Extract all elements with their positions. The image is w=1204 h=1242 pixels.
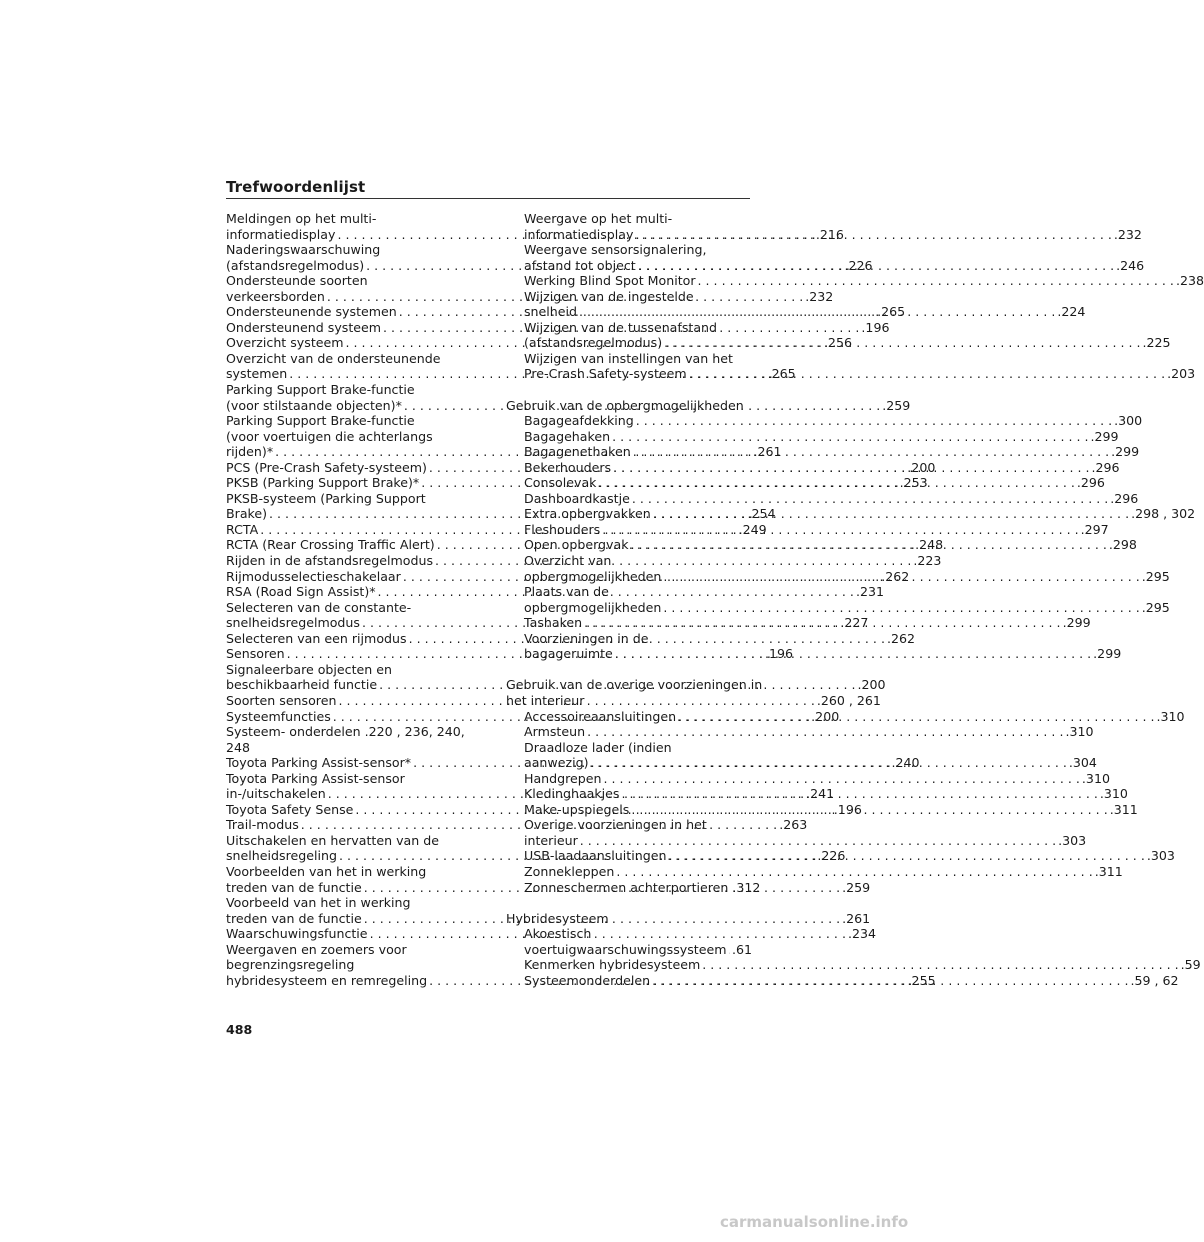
index-entry: Draadloze lader (indien xyxy=(524,739,672,755)
index-entry-page: .311 xyxy=(1109,801,1138,817)
index-entry-page: .304 xyxy=(1068,755,1097,771)
index-entry-text: Fleshouders xyxy=(524,521,601,537)
index-entry-page: .234 xyxy=(847,926,876,942)
index-entry-text: Pre-Crash Safety-systeem xyxy=(524,366,687,382)
index-entry-page: .232 xyxy=(1113,226,1142,242)
index-entry-text: Soorten sensoren xyxy=(226,692,337,708)
index-entry-page: .262 xyxy=(886,630,915,646)
dot-leader xyxy=(653,506,1129,522)
index-entry-text: informatiedisplay xyxy=(524,226,634,242)
index-entry-text: bagageruimte xyxy=(524,646,613,662)
header-divider xyxy=(226,198,750,199)
index-entry-page: .253 xyxy=(899,475,928,491)
index-entry-text: RCTA xyxy=(226,521,259,537)
index-entry: Uitschakelen en hervatten van de xyxy=(226,832,439,848)
index-entry-page: .310 xyxy=(1156,708,1185,724)
index-entry: Weergave op het multi- xyxy=(524,211,673,226)
index-entry-text: Make-upspiegels xyxy=(524,801,630,817)
index-entry: Plaats van de xyxy=(524,584,609,600)
index-entry-text: Systeemfuncties xyxy=(226,708,331,724)
index-entry-page: .224 xyxy=(1057,304,1086,320)
index-entry-page: .262 xyxy=(881,568,910,584)
index-entry-text: Overzicht systeem xyxy=(226,335,344,351)
index-entry-page: .300 xyxy=(1114,413,1143,429)
dot-leader xyxy=(602,522,1078,538)
index-entry: Voorbeeld van het in werking xyxy=(226,895,411,911)
index-entry: Toyota Parking Assist-sensor xyxy=(226,770,405,786)
index-entry: Weergaven en zoemers voor xyxy=(226,941,407,957)
dot-leader xyxy=(579,304,1055,320)
index-entry: begrenzingsregeling xyxy=(226,957,355,973)
index-entry-text: Tashaken xyxy=(524,615,583,631)
index-entry-page: .227 xyxy=(840,615,869,631)
dot-leader xyxy=(638,258,1114,274)
index-entry-text: PKSB (Parking Support Brake)* xyxy=(226,475,420,491)
index-entry-text: Selecteren van een rijmodus xyxy=(226,630,407,646)
index-entry: Selecteren van de constante- xyxy=(226,599,412,615)
index-entry-page: .296 xyxy=(1091,459,1120,475)
index-entry xyxy=(506,428,1119,445)
index-entry: Parking Support Brake-functie xyxy=(226,413,415,429)
index-entry-text: Open opbergvak xyxy=(524,537,629,553)
index-entry: (voor voertuigen die achterlangs xyxy=(226,428,433,444)
index-entry-text: RCTA (Rear Crossing Traffic Alert) xyxy=(226,537,435,553)
index-entry-page: .299 xyxy=(1111,444,1140,460)
index-entry-page: .61 xyxy=(731,941,752,957)
index-entry-page: .225 xyxy=(1142,335,1171,351)
dot-leader xyxy=(584,615,1060,631)
dot-leader xyxy=(615,646,1091,662)
index-entry-page: .59 , 62 xyxy=(1130,972,1179,988)
index-entry-text: Brake) xyxy=(226,506,268,522)
index-entry-page: .203 xyxy=(1167,366,1196,382)
index-entry-page: .196 xyxy=(765,646,794,662)
index-entry-text: voertuigwaarschuwingssysteem xyxy=(524,941,727,957)
page-title: Trefwoordenlijst xyxy=(226,178,366,196)
dot-leader xyxy=(635,227,1111,243)
index-entry-page: .254 xyxy=(747,506,776,522)
dot-leader xyxy=(636,413,1112,429)
index-entry-page: .200 xyxy=(857,677,886,693)
index-entry-page: .248 xyxy=(915,537,944,553)
index-entry-text: opbergmogelijkheden xyxy=(524,599,662,615)
index-entry: Hybridesysteem xyxy=(506,910,609,926)
index-entry-page: .299 xyxy=(1093,646,1122,662)
index-entry: het interieur xyxy=(506,692,585,708)
dot-leader xyxy=(668,848,1144,864)
dot-leader xyxy=(616,864,1092,880)
index-entry: Weergave sensorsignalering, xyxy=(524,242,707,258)
index-entry: Wijzigen van de ingestelde xyxy=(524,288,694,304)
dot-leader xyxy=(728,942,729,958)
index-entry-page: .310 xyxy=(1065,724,1094,740)
dot-leader xyxy=(652,973,1128,989)
index-entry-page: .196 xyxy=(833,801,862,817)
index-entry-page: .196 xyxy=(861,319,890,335)
index-entry-text: USB-laadaansluitingen xyxy=(524,848,667,864)
index-entry-text: in-/uitschakelen xyxy=(226,786,326,802)
index-entry-page: .299 xyxy=(1062,615,1091,631)
index-entry-text: Systeemonderdelen xyxy=(524,972,651,988)
dot-leader xyxy=(678,709,1154,725)
index-entry-text: snelheidsregeling xyxy=(226,848,337,864)
index-entry-text: Bagageafdekking xyxy=(524,413,634,429)
index-entry-page: .261 xyxy=(842,910,871,926)
index-entry xyxy=(506,879,761,896)
index-entry-page: .296 xyxy=(1076,475,1105,491)
index-entry-page: .200 xyxy=(907,459,936,475)
index-entry xyxy=(506,413,1143,429)
index-entry-page: .260 , 261 xyxy=(816,692,881,708)
index-entry-page: .255 xyxy=(907,972,936,988)
index-entry-text: Bagagenethaken xyxy=(524,444,631,460)
index-entry xyxy=(506,724,1094,740)
index-entry-text: Zonneschermen achterportieren xyxy=(524,879,729,895)
watermark: carmanualsonline.info xyxy=(720,1213,909,1231)
index-entry: Voorzieningen in de xyxy=(524,630,649,646)
index-entry-text: snelheidsregelmodus xyxy=(226,615,360,631)
index-entry-page: .259 xyxy=(882,397,911,413)
index-entry-page: .232 xyxy=(805,288,834,304)
index-entry-page: .296 xyxy=(1110,490,1139,506)
section-gap xyxy=(506,382,752,398)
index-entry xyxy=(506,490,1139,507)
dot-leader xyxy=(604,771,1080,787)
index-entry-page: .226 xyxy=(844,257,873,273)
index-entry-text: Ondersteunend systeem xyxy=(226,319,382,335)
dot-leader xyxy=(632,491,1108,507)
dot-leader xyxy=(663,569,1139,585)
index-entry xyxy=(506,957,1201,973)
index-entry: Overige voorzieningen in het xyxy=(524,817,707,833)
index-entry-page: .303 xyxy=(1146,848,1175,864)
index-entry-page: .297 xyxy=(1080,521,1109,537)
index-entry-text: Waarschuwingsfunctie xyxy=(226,926,368,942)
index-entry-text: Rijden in de afstandsregelmodus xyxy=(226,553,434,569)
index-entry: Ondersteunde soorten xyxy=(226,273,368,289)
index-entry-text: aanwezig) xyxy=(524,755,589,771)
dot-leader xyxy=(622,786,1098,802)
index-entry-page: .312 xyxy=(732,879,761,895)
index-entry-page: .240 xyxy=(891,755,920,771)
index-entry-text: Kledinghaakjes xyxy=(524,786,620,802)
index-entry: Signaleerbare objecten en xyxy=(226,661,392,677)
index-entry-page: .256 xyxy=(823,335,852,351)
dot-leader xyxy=(663,600,1139,616)
dot-leader xyxy=(689,366,1165,382)
index-entry-page: .311 xyxy=(1094,863,1123,879)
index-entry-text: Bekerhouders xyxy=(524,459,612,475)
dot-leader xyxy=(580,833,1056,849)
section-gap xyxy=(506,662,752,678)
index-entry-page: .295 xyxy=(1141,599,1170,615)
index-entry-page: .231 xyxy=(855,584,884,600)
index-entry-page: .216 xyxy=(815,226,844,242)
index-entry-page: .261 xyxy=(753,444,782,460)
index-entry-text: Armsteun xyxy=(524,724,586,740)
index-entry-page: .295 xyxy=(1141,568,1170,584)
index-entry-text: Toyota Safety Sense xyxy=(226,801,354,817)
index-entry: PKSB-systeem (Parking Support xyxy=(226,490,426,506)
index-entry xyxy=(506,942,752,958)
dot-leader xyxy=(631,537,1107,553)
dot-leader xyxy=(590,755,1066,771)
index-entry xyxy=(506,863,1123,880)
index-entry: Overzicht van xyxy=(524,553,612,569)
index-entry-page: .310 xyxy=(1099,786,1128,802)
index-entry-text: Sensoren xyxy=(226,646,285,662)
index-entry-text: (afstandsregelmodus) xyxy=(226,257,365,273)
index-entry-text: treden van de functie xyxy=(226,910,362,926)
index-entry-page: .259 xyxy=(842,879,871,895)
dot-leader xyxy=(702,957,1178,973)
dot-leader xyxy=(613,460,1089,476)
index-entry-text: afstand tot object xyxy=(524,257,636,273)
index-entry: Naderingswaarschuwing xyxy=(226,242,381,258)
dot-leader xyxy=(664,335,1140,351)
dot-leader xyxy=(698,273,1174,289)
page-number: 488 xyxy=(226,1022,253,1037)
index-entry-text: Bagagehaken xyxy=(524,428,611,444)
index-entry-text: Zonnekleppen xyxy=(524,863,615,879)
index-entry-text: Extra opbergvakken xyxy=(524,506,651,522)
index-entry: 248 xyxy=(226,739,251,755)
index-entry-page: .200 xyxy=(811,708,840,724)
index-entry-page: .265 xyxy=(877,304,906,320)
index-entry-page: .310 xyxy=(1081,770,1110,786)
index-entry-page: .246 xyxy=(1116,257,1145,273)
section-gap xyxy=(506,895,752,911)
index-entry-text: Accessoireaansluitingen xyxy=(524,708,677,724)
index-entry-page: .298 , 302 xyxy=(1131,506,1196,522)
index-entry-text: PCS (Pre-Crash Safety-systeem) xyxy=(226,459,427,475)
index-entry-page: .226 xyxy=(817,848,846,864)
index-entry xyxy=(506,599,1170,616)
index-entry: Gebruik van de opbergmogelijkheden xyxy=(506,397,744,413)
index-entry: Akoestisch xyxy=(524,926,592,942)
index-entry-text: interieur xyxy=(524,832,578,848)
index-entry: Gebruik van de overige voorzieningen in xyxy=(506,677,763,693)
index-entry: Voorbeelden van het in werking xyxy=(226,863,427,879)
index-entry-page: .223 xyxy=(913,553,942,569)
index-entry-page: .265 xyxy=(767,366,796,382)
index-entry-text: rijden)* xyxy=(226,444,274,460)
index-entry-text: Consolevak xyxy=(524,475,597,491)
index-entry-text: Toyota Parking Assist-sensor* xyxy=(226,755,412,771)
index-entry xyxy=(506,273,1204,289)
index-entry-text: informatiedisplay xyxy=(226,226,336,242)
dot-leader xyxy=(598,475,1074,491)
index-entry-page: .303 xyxy=(1058,832,1087,848)
index-entry: Systeem- onderdelen .220 , 236, 240, xyxy=(226,724,465,740)
index-entry-page: .59 xyxy=(1180,957,1201,973)
index-entry: Overzicht van de ondersteunende xyxy=(226,350,441,366)
index-entry-text: Kenmerken hybridesysteem xyxy=(524,957,701,973)
index-entry-text: beschikbaarheid functie xyxy=(226,677,378,693)
index-entry-page: .249 xyxy=(738,521,767,537)
index-entry: Meldingen op het multi- xyxy=(226,211,377,226)
index-entry-text: hybridesysteem en remregeling xyxy=(226,972,428,988)
index-entry-text: Ondersteunende systemen xyxy=(226,304,397,320)
index-entry-text: (afstandsregelmodus) xyxy=(524,335,663,351)
index-entry-text: Dashboardkastje xyxy=(524,490,630,506)
index-entry-page: .241 xyxy=(806,786,835,802)
index-entry xyxy=(506,832,1087,849)
dot-leader xyxy=(587,724,1063,740)
index-entry-text: Handgrepen xyxy=(524,770,602,786)
index-entry-text: Rijmodusselectieschakelaar xyxy=(226,568,401,584)
dot-leader xyxy=(633,444,1109,460)
index-entry-page: .238 xyxy=(1175,273,1204,289)
index-entry-text: verkeersborden xyxy=(226,288,325,304)
index-entry-text: RSA (Road Sign Assist)* xyxy=(226,584,376,600)
index-entry xyxy=(506,770,1110,787)
index-entry-text: systemen xyxy=(226,366,288,382)
index-entry-text: opbergmogelijkheden xyxy=(524,568,662,584)
index-entry: Parking Support Brake-functie xyxy=(226,382,415,398)
index-entry xyxy=(226,226,844,243)
index-entry-text: (voor stilstaande objecten)* xyxy=(226,397,402,413)
dot-leader xyxy=(631,802,1107,818)
index-entry: Wijzigen van de tussenafstand xyxy=(524,319,718,335)
index-entry-text: Werking Blind Spot Monitor xyxy=(524,273,696,289)
index-entry-page: .263 xyxy=(779,817,808,833)
index-entry-text: treden van de functie xyxy=(226,879,362,895)
dot-leader xyxy=(612,429,1088,445)
index-entry-text: snelheid xyxy=(524,304,578,320)
index-entry-text: Trail-modus xyxy=(226,817,299,833)
index-entry-page: .298 xyxy=(1108,537,1137,553)
index-entry: Wijzigen van instellingen van het xyxy=(524,350,733,366)
index-entry-page: .299 xyxy=(1090,428,1119,444)
